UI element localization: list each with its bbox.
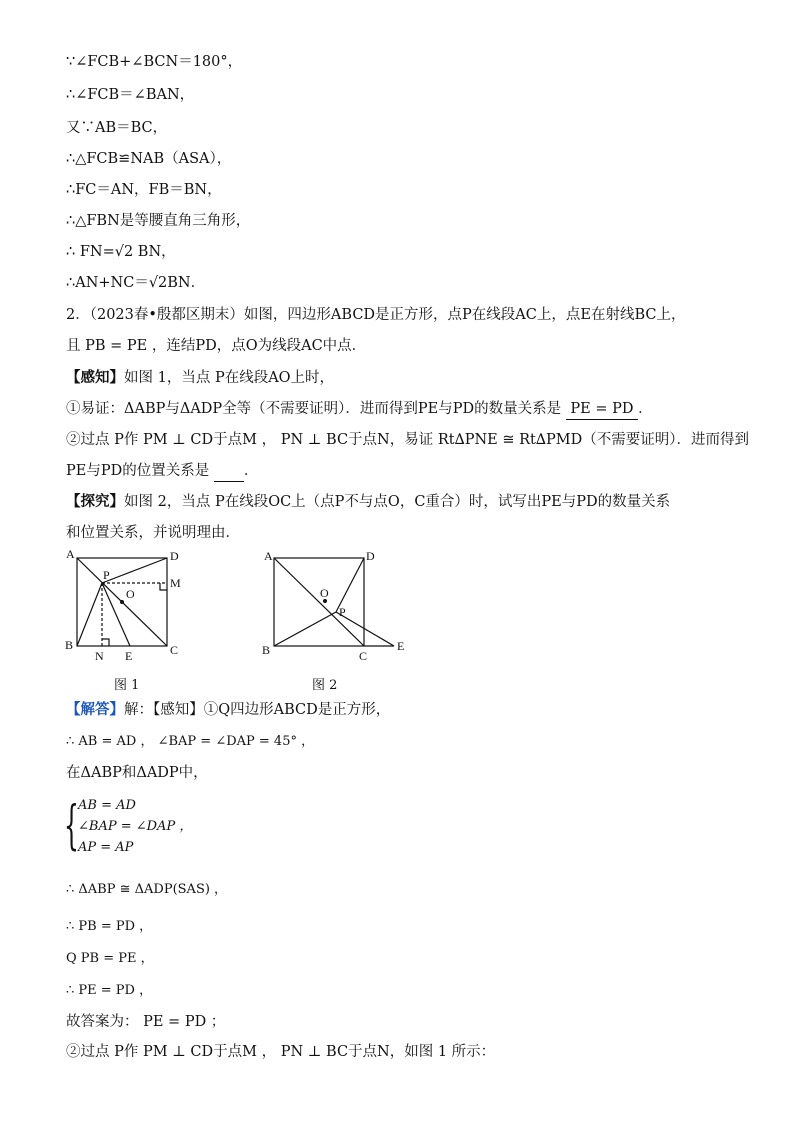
system-row-2: ∠BAP = ∠DAP ，	[78, 819, 193, 834]
fig1-label-m: M	[170, 576, 181, 590]
proof-line-6: ∴△FBN是等腰直角三角形，	[66, 213, 251, 229]
system-row-1: AB = AD	[78, 798, 136, 813]
proof-line-1: ∵∠FCB+∠BCN＝180°，	[66, 54, 243, 70]
solution-step-6: ∴ PE = PD ，	[66, 983, 153, 998]
fig2-label-p: P	[339, 605, 346, 619]
fig2-label-c: C	[359, 649, 368, 663]
fig1-label-n: N	[95, 649, 104, 663]
item-2-answer-blank	[214, 461, 244, 482]
item-2-line: ②过点 P作 PM ⊥ CD于点M ， PN ⊥ BC于点N，易证 Rt∆PNE ≅ Rt∆PMD（不需要证明）．进而得到	[66, 432, 749, 448]
figure-2-diagram	[258, 548, 408, 668]
problem-header-2: 且 PB = PE ，连结PD，点O为线段AC中点．	[66, 338, 367, 354]
fig2-label-b: B	[262, 643, 271, 657]
fig1-segment-pd	[102, 558, 167, 583]
explore-line	[66, 492, 670, 512]
figure-1	[62, 548, 192, 668]
solution-tag: 【解答】	[66, 701, 124, 718]
solution-step-4: ∴ PB = PD ，	[66, 919, 153, 934]
figure-1-diagram	[62, 548, 192, 668]
item-1-text: ①易证：ΔABP与ΔADP全等（不需要证明）．进而得到PE与PD的数量关系是	[66, 401, 562, 417]
fig2-diagonal-ac	[274, 558, 364, 646]
solution-intro: 解：【感知】①Q四边形ABCD是正方形，	[124, 702, 391, 718]
fig2-segment-pd	[336, 558, 364, 612]
system-rows	[78, 795, 192, 858]
proof-line-3: 又∵AB＝BC，	[66, 120, 168, 136]
figure-2-caption: 图 2	[312, 678, 338, 693]
item-2-line-2	[66, 461, 258, 482]
proof-line-2: ∴∠FCB＝∠BAN，	[66, 87, 195, 103]
system-row-3: AP = AP	[78, 840, 134, 855]
figure-2	[258, 548, 408, 668]
fig1-label-p: P	[103, 568, 110, 582]
fig1-point-o	[120, 600, 124, 604]
problem-header: 2．（2023春•殷都区期末）如图，四边形ABCD是正方形，点P在线段AC上，点E在射线BC上，	[66, 307, 686, 323]
perceive-line	[66, 368, 334, 388]
fig1-label-a: A	[66, 547, 75, 561]
item-2-text-2: PE与PD的位置关系是	[66, 463, 210, 479]
fig2-label-d: D	[366, 549, 375, 563]
explore-text: 如图 2，当点 P在线段OC上（点P不与点O，C重合）时，试写出PE与PD的数量关系	[124, 494, 671, 510]
item-1-line	[66, 399, 653, 420]
solution-intro-line	[66, 700, 390, 720]
solution-step-3: ∴ ΔABP ≅ ΔADP(SAS) ，	[66, 882, 228, 897]
explore-tag: 【探究】	[66, 493, 124, 510]
proof-line-4: ∴△FCB≌NAB（ASA），	[66, 151, 232, 167]
fig2-label-e: E	[397, 639, 405, 653]
solution-step-7: 故答案为： PE = PD ；	[66, 1014, 226, 1030]
fig1-label-d: D	[170, 549, 179, 563]
fig2-segment-pb	[274, 612, 336, 646]
item-1-answer: PE = PD	[570, 401, 634, 417]
fig1-segment-pb	[77, 583, 102, 646]
fig1-label-e: E	[125, 649, 133, 663]
fig2-label-a: A	[264, 549, 273, 563]
fig1-right-angle-n	[102, 639, 109, 646]
item-2-end: ．	[243, 463, 259, 479]
perceive-tag: 【感知】	[66, 369, 124, 386]
solution-step-5: Q PB = PE ，	[66, 951, 154, 966]
item-1-answer-blank	[566, 399, 638, 420]
fig1-label-o: O	[126, 587, 135, 601]
solution-step-8: ②过点 P作 PM ⊥ CD于点M ， PN ⊥ BC于点N，如图 1 所示：	[66, 1044, 496, 1060]
solution-step-2: 在ΔABP和ΔADP中，	[66, 765, 208, 781]
explore-line-2: 和位置关系，并说明理由．	[66, 525, 240, 541]
fig1-label-c: C	[170, 643, 179, 657]
system-brace: {	[64, 796, 79, 856]
solution-step-1: ∴ AB = AD ， ∠BAP = ∠DAP = 45° ，	[66, 734, 315, 749]
fig1-label-b: B	[65, 638, 74, 652]
proof-line-5: ∴FC＝AN，FB＝BN，	[66, 182, 222, 198]
fig2-label-o: O	[320, 586, 329, 600]
proof-line-7: ∴ FN=√2 BN，	[66, 244, 176, 260]
perceive-text: 如图 1，当点 P在线段AO上时，	[124, 370, 335, 386]
figure-1-caption: 图 1	[114, 678, 140, 693]
item-1-end: ．	[638, 401, 653, 417]
fig1-right-angle-m	[160, 583, 167, 590]
proof-line-8: ∴AN+NC＝√2BN．	[66, 275, 206, 291]
